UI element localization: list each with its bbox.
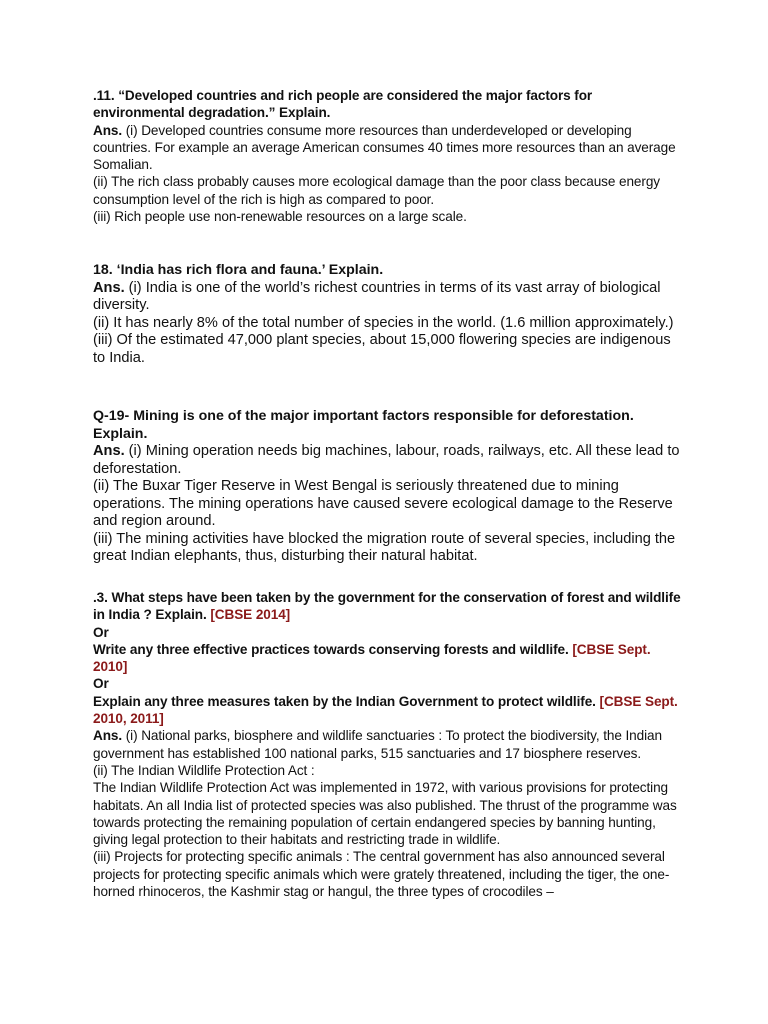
question-3-text-b — [93, 641, 683, 676]
question-18-answer-3: (iii) Of the estimated 47,000 plant species, about 15,000 flowering species are indigenous to India. — [93, 332, 671, 366]
question-3-answer-1 — [93, 727, 683, 762]
or-separator-1: Or — [93, 624, 109, 640]
cbse-reference-c: [CBSE Sept. 2010, 2011] — [93, 693, 678, 727]
answer-text: (i) Mining operation needs big machines, labour, roads, railways, etc. All these lead to deforestation. — [93, 443, 680, 477]
answer-label: Ans. — [93, 728, 123, 744]
or-separator-2: Or — [93, 676, 109, 692]
question-11-answer-2: (ii) The rich class probably causes more ecological damage than the poor class because energy consumption level of the rich is high as compared to poor. — [93, 174, 660, 207]
question-19-text: Q-19- Mining is one of the major important factors responsible for deforestation. Explain. — [93, 408, 634, 442]
question-11-text: .11. “Developed countries and rich people are considered the major factors for environmental degradation.” Explain. — [93, 88, 593, 121]
cbse-reference-a: [CBSE 2014] — [210, 607, 291, 623]
question-18-text: 18. ‘India has rich flora and fauna.’ Explain. — [93, 262, 384, 278]
question-3-section — [93, 589, 683, 900]
question-11-answer-3: (iii) Rich people use non-renewable resources on a large scale. — [93, 209, 467, 225]
question-3-answer-2: (ii) The Indian Wildlife Protection Act : — [93, 762, 315, 778]
answer-label: Ans. — [93, 279, 125, 296]
question-3-answer-3: The Indian Wildlife Protection Act was implemented in 1972, with various provisions for protecting habitats. An all India list of protected species was also published. The thrust of the programme was towards protecting the remaining population of certain endangered species by banning hunting, giving legal protection to their habitats and restricting trade in wildlife. — [93, 780, 677, 848]
question-18-section — [93, 262, 683, 367]
cbse-reference-b: [CBSE Sept. 2010] — [93, 641, 651, 675]
question-3-prompt-c: Explain any three measures taken by the Indian Government to protect wildlife. — [93, 693, 600, 709]
answer-label: Ans. — [93, 443, 125, 459]
question-3-text-c — [93, 693, 683, 728]
question-19-answer-1 — [93, 443, 683, 478]
question-19-section — [93, 408, 683, 566]
question-11-answer-1 — [93, 122, 683, 174]
question-11-section — [93, 87, 683, 225]
answer-label: Ans. — [93, 122, 123, 138]
question-3-answer-4: (iii) Projects for protecting specific animals : The central government has also announced several projects for protecting specific animals which were grately threatened, including the tiger, the one-horned rhinoceros, the Kashmir stag or hangul, the three types of crocodiles – — [93, 849, 670, 900]
question-19-answer-2: (ii) The Buxar Tiger Reserve in West Bengal is seriously threatened due to mining operations. The mining operations have caused severe ecological damage to the Reserve and region around. — [93, 478, 673, 529]
question-3-prompt-a: .3. What steps have been taken by the government for the conservation of forest and wildlife in India ? Explain. — [93, 590, 681, 623]
question-3-text-a — [93, 589, 683, 624]
question-19-answer-3: (iii) The mining activities have blocked the migration route of several species, including the great Indian elephants, thus, disturbing their natural habitat. — [93, 530, 676, 564]
question-18-answer-2: (ii) It has nearly 8% of the total number of species in the world. (1.6 million approximately.) — [93, 314, 674, 331]
answer-text: (i) India is one of the world’s richest countries in terms of its vast array of biological diversity. — [93, 279, 661, 313]
answer-text: (i) Developed countries consume more resources than underdeveloped or developing countries. For example an average American consumes 40 times more resources than an average Somalian. — [93, 122, 676, 173]
question-3-prompt-b: Write any three effective practices towards conserving forests and wildlife. — [93, 641, 573, 657]
answer-text: (i) National parks, biosphere and wildlife sanctuaries : To protect the biodiversity, the Indian government has established 100 national parks, 515 sanctuaries and 17 biosphere reserves. — [93, 728, 662, 761]
question-18-answer-1 — [93, 280, 683, 315]
